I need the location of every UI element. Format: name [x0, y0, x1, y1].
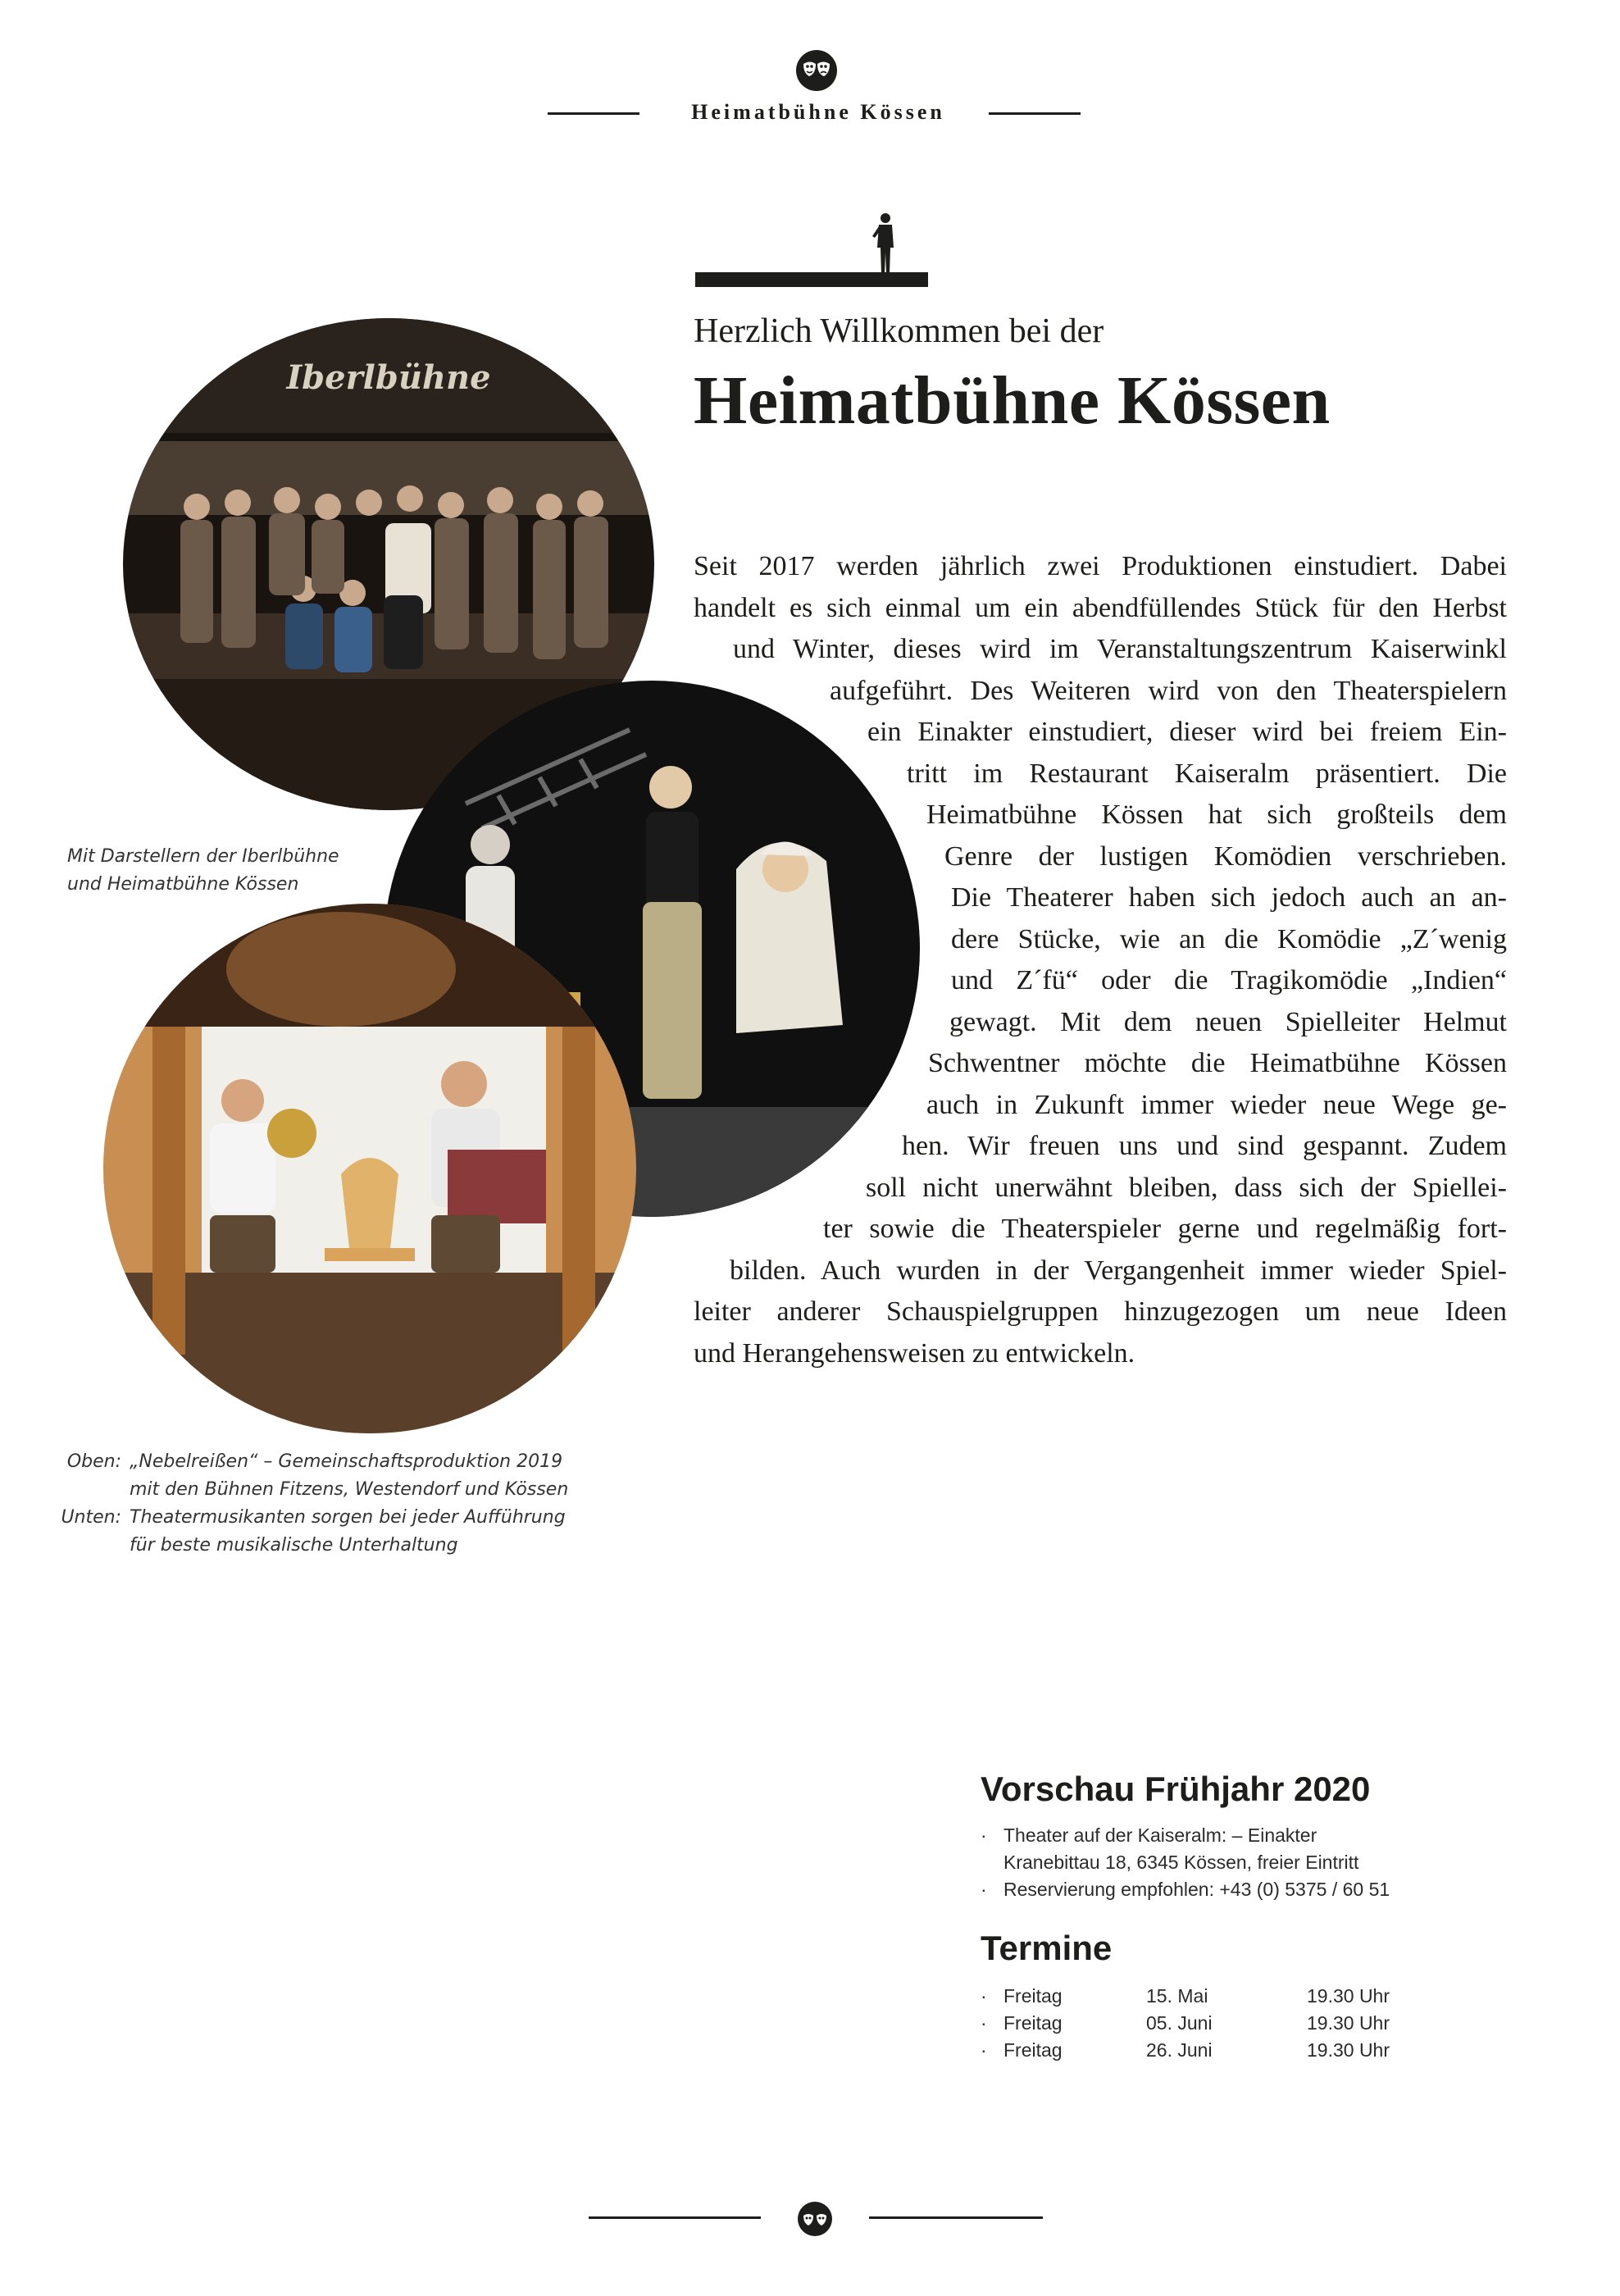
header-title: Heimatbühne Kössen: [691, 100, 945, 124]
preview-list: [981, 1822, 1554, 1903]
caption-group-photo: [67, 843, 362, 899]
header-masks-icon: [795, 49, 838, 92]
dates-title: Termine: [981, 1929, 1113, 1967]
list-item-line: Reservierung empfohlen: +43 (0) 5375 / 60 51: [1003, 1879, 1390, 1900]
caption-label: Oben:: [66, 1451, 121, 1472]
text-line: und Winter, dieses wird im Veranstaltungszentrum Kaiserwinkl: [733, 634, 1507, 664]
text-line: und Herangehensweisen zu entwickeln.: [694, 1337, 1135, 1369]
footer-rule-right: [869, 2216, 1043, 2219]
text-line: handelt es sich einmal um ein abendfüllendes Stück für den Herbst: [694, 592, 1507, 623]
text-line: ein Einakter einstudiert, dieser wird bei freiem Ein-: [867, 717, 1507, 747]
musicians-photo: [103, 904, 636, 1433]
caption-line: Theatermusikanten sorgen bei jeder Aufführung: [130, 1507, 566, 1528]
date-day: Freitag: [1003, 1985, 1063, 2007]
caption-bottom: [56, 1448, 630, 1560]
text-line: Heimatbühne Kössen hat sich großteils dem: [926, 800, 1507, 830]
footer-masks-icon: [797, 2201, 833, 2237]
bullet: ·: [981, 1879, 987, 1900]
text-line: dere Stücke, wie an die Komödie „Z´wenig: [951, 923, 1507, 954]
page-title: Heimatbühne Kössen: [694, 362, 1331, 439]
list-item: [981, 1822, 1554, 1876]
footer-rule-left: [589, 2216, 761, 2219]
caption-row-top: [56, 1448, 630, 1504]
bullet: ·: [981, 2012, 987, 2034]
list-item-line: Theater auf der Kaiseralm: – Einakter: [1003, 1824, 1317, 1846]
text-line: bilden. Auch wurden in der Vergangenheit immer wieder Spiel-: [730, 1255, 1507, 1286]
intro-text: [694, 546, 1507, 1374]
bullet: ·: [981, 1824, 987, 1846]
date-date: 15. Mai: [1146, 1985, 1208, 2007]
text-line: aufgeführt. Des Weiteren wird von den Theaterspielern: [830, 675, 1507, 706]
welcome-line: Herzlich Willkommen bei der: [694, 312, 1104, 350]
caption-line: für beste musikalische Unterhaltung: [130, 1535, 458, 1556]
text-line: tritt im Restaurant Kaiseralm präsentiert. Die: [907, 758, 1507, 789]
iberlbuehne-sign: Iberlbühne: [286, 358, 491, 397]
text-line: hen. Wir freuen uns und sind gespannt. Zudem: [902, 1131, 1507, 1161]
caption-label: Unten:: [61, 1507, 121, 1528]
date-day: Freitag: [1003, 2039, 1063, 2061]
caption-row-bottom: [56, 1504, 630, 1560]
text-line: auch in Zukunft immer wieder neue Wege ge-: [926, 1089, 1507, 1120]
actor-figure-icon: [869, 212, 902, 277]
text-line: Genre der lustigen Komödien verschrieben.: [944, 840, 1507, 872]
text-line: Die Theaterer haben sich jedoch auch an an-: [951, 882, 1507, 913]
caption-line: und Heimatbühne Kössen: [67, 874, 299, 895]
text-line: ter sowie die Theaterspieler gerne und regelmäßig fort-: [823, 1214, 1507, 1244]
text-line: Schwentner möchte die Heimatbühne Kössen: [928, 1048, 1507, 1078]
caption-line: mit den Bühnen Fitzens, Westendorf und Kössen: [130, 1479, 569, 1500]
date-row: [981, 2010, 1407, 2037]
preview-title: Vorschau Frühjahr 2020: [981, 1770, 1371, 1808]
dates-list: [981, 1983, 1407, 2064]
date-date: 26. Juni: [1146, 2039, 1213, 2061]
date-row: [981, 1983, 1407, 2010]
list-item-line: Kranebittau 18, 6345 Kössen, freier Eintritt: [1003, 1852, 1359, 1873]
caption-line: „Nebelreißen“ – Gemeinschaftsproduktion 2019: [130, 1451, 563, 1472]
date-row: [981, 2037, 1407, 2064]
bullet: ·: [981, 1985, 987, 2007]
text-line: soll nicht unerwähnt bleiben, dass sich der Spiellei-: [866, 1172, 1507, 1203]
header-rule-right: [989, 112, 1081, 115]
date-time: 19.30 Uhr: [1307, 2012, 1390, 2034]
bullet: ·: [981, 2039, 987, 2061]
date-day: Freitag: [1003, 2012, 1063, 2034]
text-line: und Z´fü“ oder die Tragikomödie „Indien“: [951, 965, 1507, 995]
date-time: 19.30 Uhr: [1307, 2039, 1390, 2061]
header-rule-left: [548, 112, 639, 115]
text-line: leiter anderer Schauspielgruppen hinzugezogen um neue Ideen: [694, 1296, 1507, 1327]
text-line: Seit 2017 werden jährlich zwei Produktionen einstudiert. Dabei: [694, 551, 1507, 581]
date-time: 19.30 Uhr: [1307, 1985, 1390, 2007]
text-line: gewagt. Mit dem neuen Spielleiter Helmut: [949, 1006, 1507, 1037]
caption-line: Mit Darstellern der Iberlbühne: [67, 846, 339, 867]
list-item: [981, 1876, 1554, 1903]
date-date: 05. Juni: [1146, 2012, 1213, 2034]
